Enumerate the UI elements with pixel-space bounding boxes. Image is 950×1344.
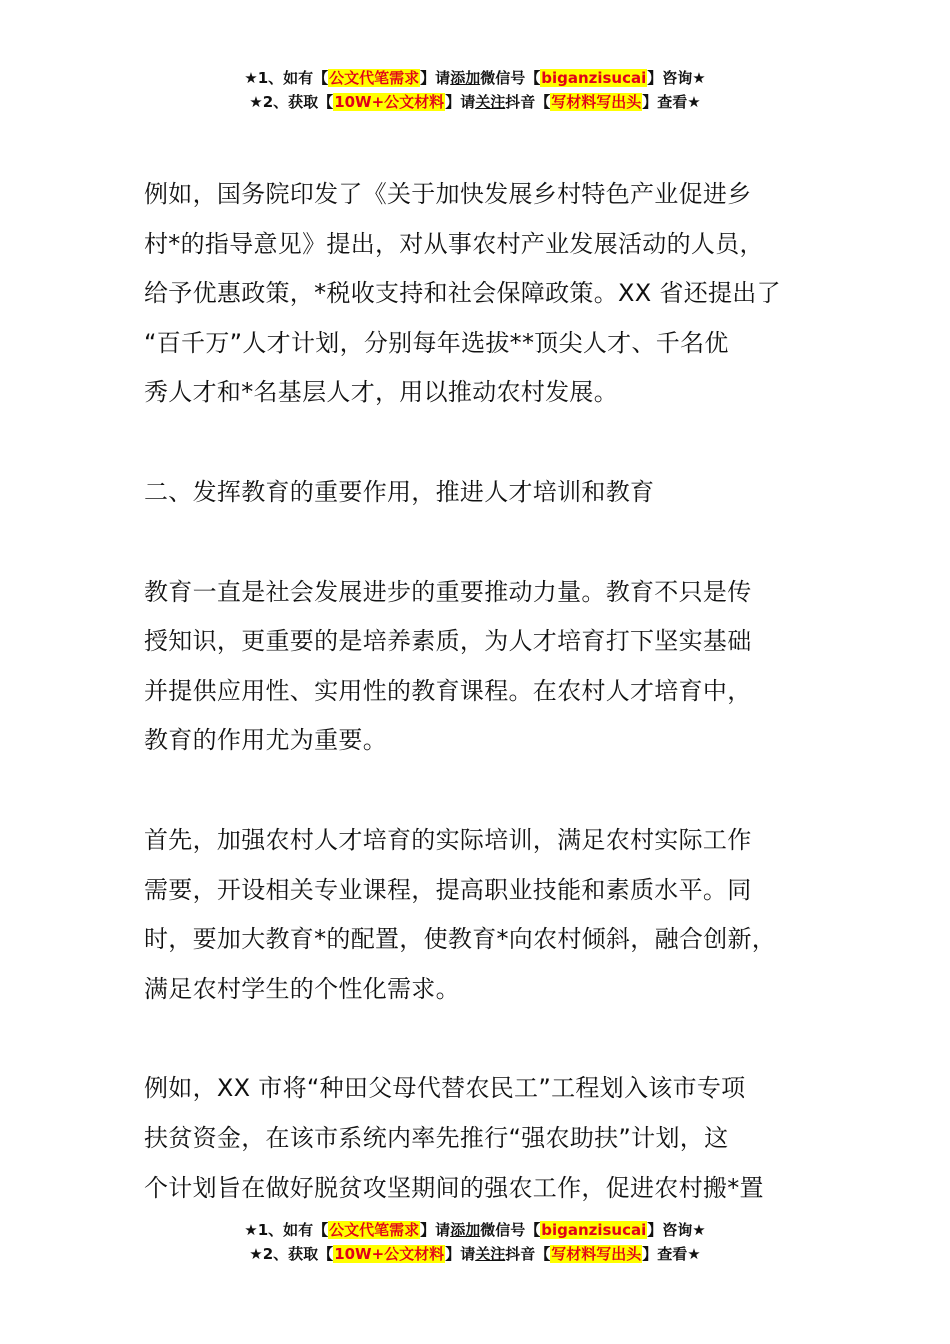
- banner-line-2: [0, 90, 950, 114]
- paragraph-education: [144, 568, 834, 766]
- banner-text: 】咨询★: [647, 69, 706, 87]
- text-line: 例如，XX 市将“种田父母代替农民工”工程划入该市专项: [144, 1074, 746, 1103]
- banner-underline: 关注: [475, 93, 506, 111]
- section-heading: [144, 468, 834, 518]
- banner-text: ★1、如有【: [244, 1221, 329, 1239]
- banner-text: 微信号【: [480, 1221, 541, 1239]
- banner-line-1: [0, 66, 950, 90]
- document-body: [144, 170, 834, 1213]
- banner-text: 微信号【: [480, 69, 541, 87]
- banner-text: 抖音【: [505, 1245, 551, 1263]
- text-line: 时，要加大教育*的配置，使教育*向农村倾斜，融合创新，: [144, 925, 777, 954]
- footer-banner: [0, 1218, 950, 1266]
- banner-text: 】请: [445, 1245, 476, 1263]
- banner-highlight: 10W+公文材料: [334, 93, 445, 111]
- text-line: 首先，加强农村人才培育的实际培训，满足农村实际工作: [144, 825, 752, 854]
- paragraph-example-city: [144, 1064, 834, 1213]
- text-line: 需要，开设相关专业课程，提高职业技能和素质水平。同: [144, 875, 752, 904]
- banner-text: 】请: [420, 69, 451, 87]
- banner-highlight: 写材料写出头: [551, 93, 642, 111]
- banner-text: 】咨询★: [647, 1221, 706, 1239]
- banner-highlight: 公文代笔需求: [329, 69, 420, 87]
- text-line: 二、发挥教育的重要作用，推进人才培训和教育: [144, 477, 655, 506]
- banner-text: 】查看★: [642, 93, 701, 111]
- banner-text: 】查看★: [642, 1245, 701, 1263]
- text-line: 授知识，更重要的是培养素质，为人才培育打下坚实基础: [144, 627, 752, 656]
- text-line: 教育的作用尤为重要。: [144, 726, 387, 755]
- banner-highlight: biganzisucai: [541, 69, 647, 87]
- banner-highlight: 公文代笔需求: [329, 1221, 420, 1239]
- text-line: 并提供应用性、实用性的教育课程。在农村人才培育中，: [144, 676, 752, 705]
- banner-highlight: 10W+公文材料: [334, 1245, 445, 1263]
- banner-line-2: [0, 1242, 950, 1266]
- banner-text: ★1、如有【: [244, 69, 329, 87]
- text-line: 满足农村学生的个性化需求。: [144, 974, 460, 1003]
- text-line: 给予优惠政策，*税收支持和社会保障政策。XX 省还提出了: [144, 279, 781, 308]
- text-line: 村*的指导意见》提出，对从事农村产业发展活动的人员，: [144, 229, 764, 258]
- text-line: 扶贫资金，在该市系统内率先推行“强农助扶”计划，这: [144, 1123, 729, 1152]
- paragraph-example-policy: [144, 170, 834, 418]
- text-line: 秀人才和*名基层人才，用以推动农村发展。: [144, 378, 618, 407]
- banner-underline: 添加: [450, 69, 481, 87]
- text-line: 教育一直是社会发展进步的重要推动力量。教育不只是传: [144, 577, 752, 606]
- header-banner: [0, 66, 950, 114]
- banner-underline: 关注: [475, 1245, 506, 1263]
- banner-text: ★2、获取【: [249, 1245, 334, 1263]
- banner-text: 】请: [445, 93, 476, 111]
- text-line: 个计划旨在做好脱贫攻坚期间的强农工作，促进农村搬*置: [144, 1173, 764, 1202]
- banner-underline: 添加: [450, 1221, 481, 1239]
- text-line: 例如，国务院印发了《关于加快发展乡村特色产业促进乡: [144, 180, 752, 208]
- banner-highlight: biganzisucai: [541, 1221, 647, 1239]
- text-line: “百千万”人才计划，分别每年选拔**顶尖人才、千名优: [144, 328, 729, 357]
- banner-text: ★2、获取【: [249, 93, 334, 111]
- banner-text: 】请: [420, 1221, 451, 1239]
- banner-text: 抖音【: [505, 93, 551, 111]
- paragraph-first: [144, 816, 834, 1014]
- banner-highlight: 写材料写出头: [551, 1245, 642, 1263]
- banner-line-1: [0, 1218, 950, 1242]
